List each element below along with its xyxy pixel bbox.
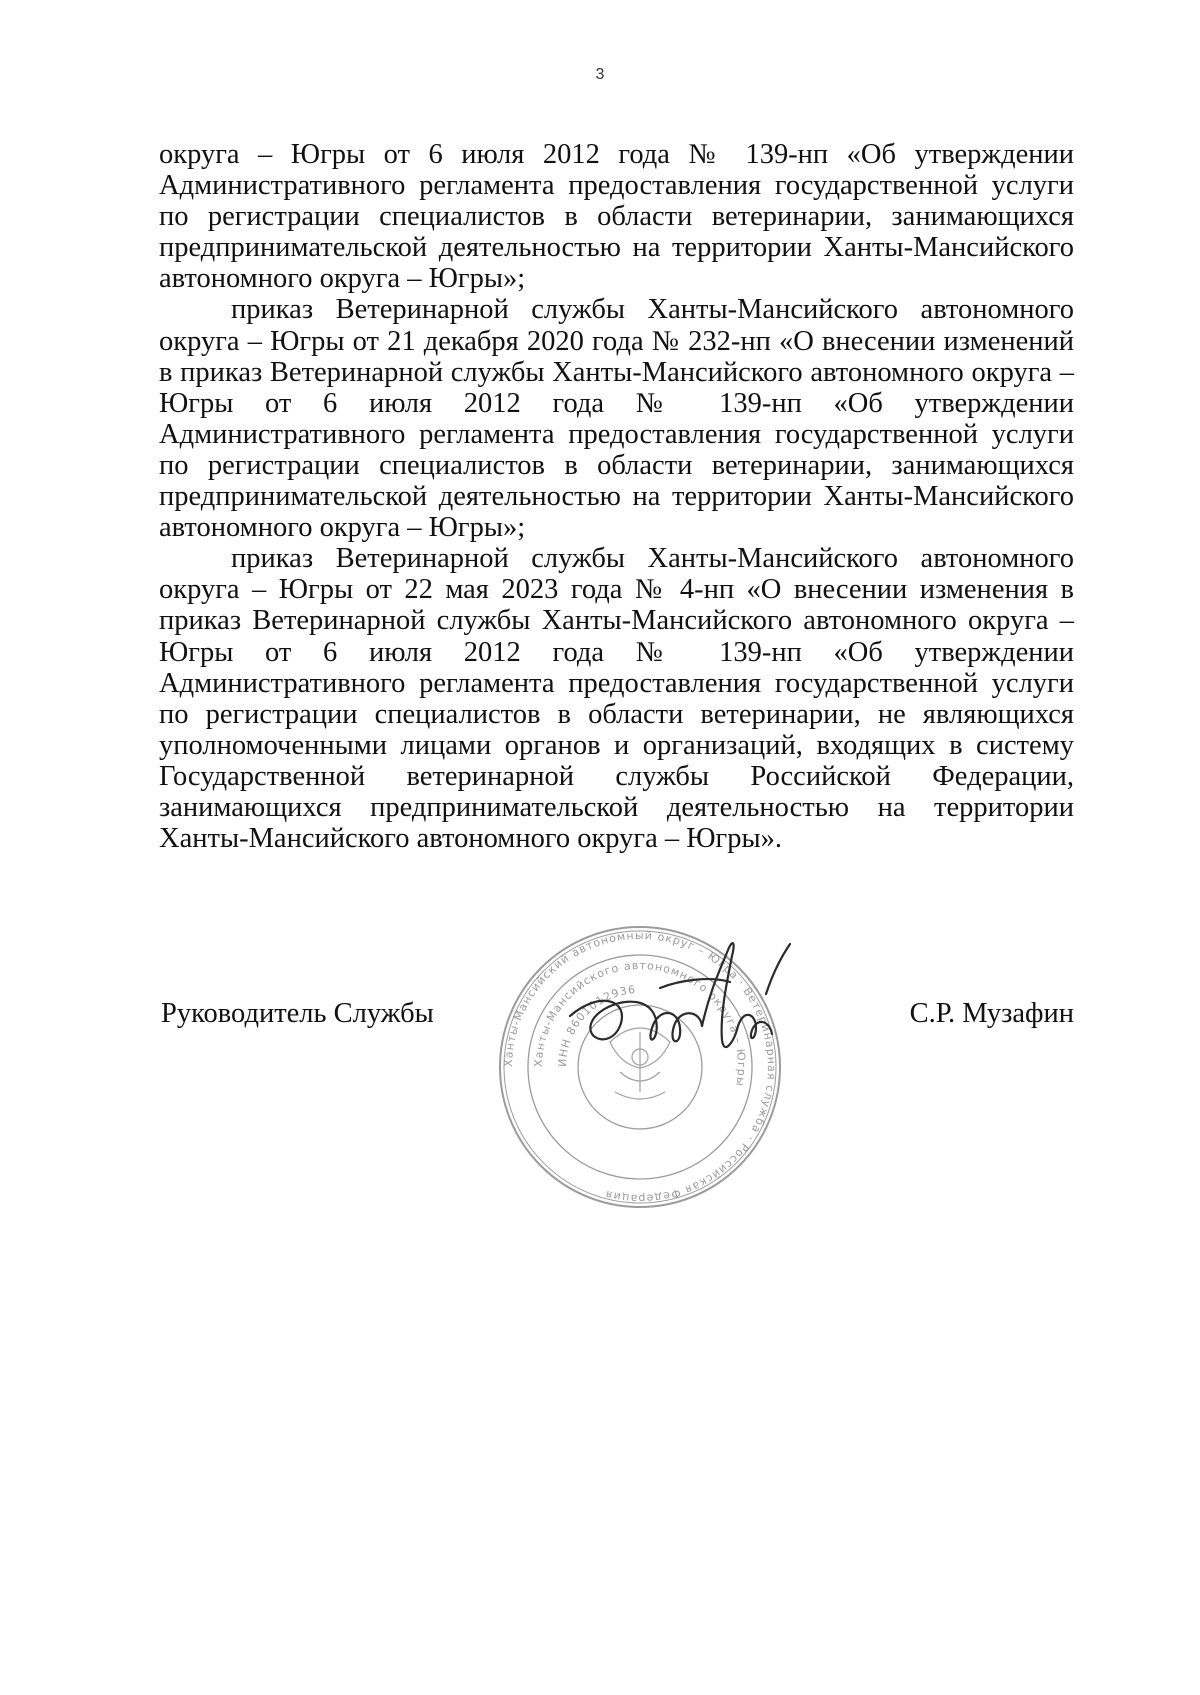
page-number: 3: [595, 66, 605, 83]
paragraph-continuation: округа – Югры от 6 июля 2012 года № 139-нп «Об утверждении Административного регламента предоставления государственной услуги по регистрации специалистов в области ветеринарии, занимающихся предпринимательской деятельностью на территории Ханты-Мансийского автономного округа – Югры»;: [159, 139, 1074, 295]
stamp-inn-text: ИНН 8601012936: [555, 983, 637, 1068]
paragraph-order-2023: приказ Ветеринарной службы Ханты-Мансийского автономного округа – Югры от 22 мая 2023 года № 4-нп «О внесении изменения в приказ Ветеринарной службы Ханты-Мансийского автономного округа – Югры от 6 июля 2012 года № 139-нп «Об утверждении Административного регламента предоставления государственной услуги по регистрации специалистов в области ветеринарии, не являющихся уполномоченными лицами органов и организаций, входящих в систему Государственной ветеринарной службы Российской Федерации, занимающихся предпринимательской деятельностью на территории Ханты-Мансийского автономного округа – Югры».: [159, 543, 1074, 855]
paragraph-order-2020: приказ Ветеринарной службы Ханты-Мансийского автономного округа – Югры от 21 декабря 2020 года № 232-нп «О внесении изменений в приказ Ветеринарной службы Ханты-Мансийского автономного округа – Югры от 6 июля 2012 года № 139-нп «Об утверждении Административного регламента предоставления государственной услуги по регистрации специалистов в области ветеринарии, занимающихся предпринимательской деятельностью на территории Ханты-Мансийского автономного округа – Югры»;: [159, 294, 1074, 544]
document-body: [159, 139, 1074, 854]
signer-position-title: Руководитель Службы: [161, 998, 434, 1029]
stamp-inner-text: Ханты-Мансийского автономного округа – Югры: [531, 958, 749, 1088]
handwritten-signature: [560, 930, 800, 1090]
signer-name: С.Р. Музафин: [909, 998, 1074, 1029]
stamp-outer-text: Ханты-Мансийский автономный округ – Югра · Ветеринарная служба · Российская Федерация: [501, 928, 779, 1206]
